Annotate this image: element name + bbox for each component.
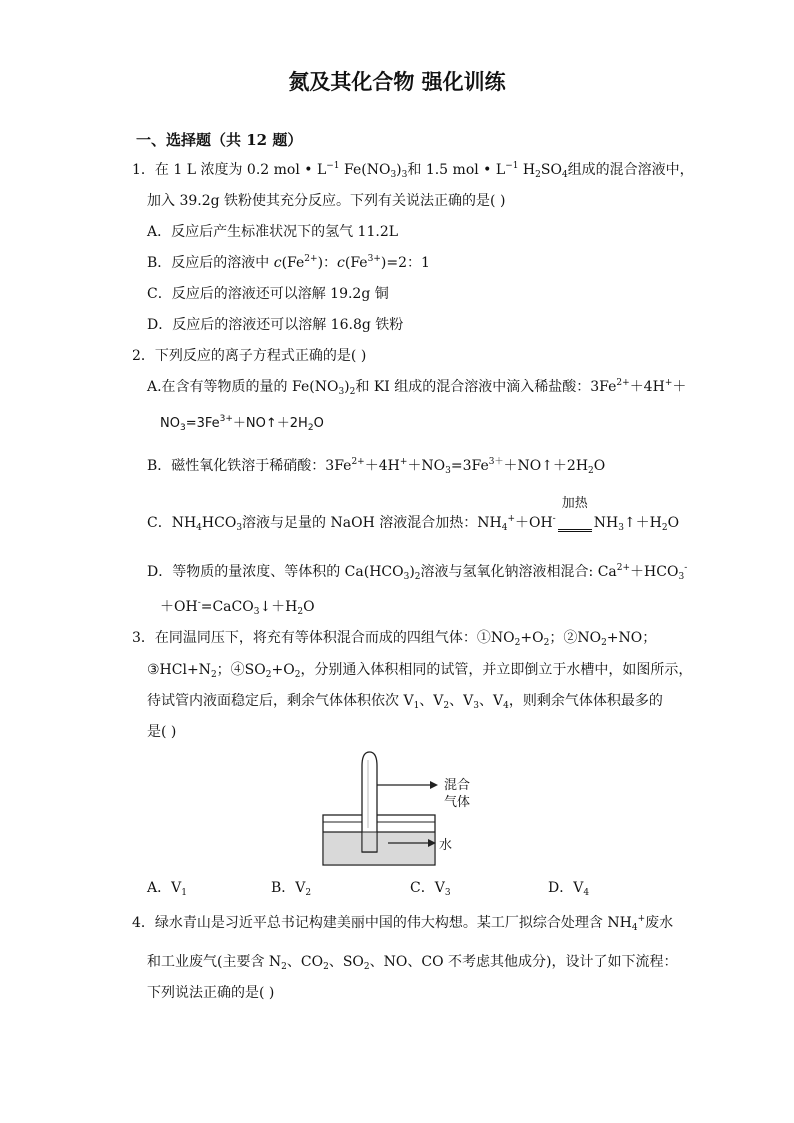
water-trough [323,815,435,865]
q1-stem-line2: 加入 39.2g 铁粉使其充分反应。下列有关说法正确的是( ) [147,193,506,209]
section-heading: 一、选择题（共 12 题） [136,131,303,149]
q2-stem: 2．下列反应的离子方程式正确的是( ) [132,348,367,364]
q3-option-b[interactable]: B．$V_2$ [271,880,312,898]
q3-stem-line4: 是( ) [147,724,177,740]
q4-stem-line2: 和工业废气(主要含 $N_2$、$CO_2$、$SO_2$、NO、CO 不考虑其他成分)，设计了如下流程： [147,954,678,972]
q2-option-d-line2: $+OH^-=CaCO_3↓+H_2O$ [160,598,315,617]
q3-option-d[interactable]: D．$V_4$ [548,880,590,898]
q2-option-c[interactable]: C．$NH_4HCO_3$溶液与足量的 NaOH 溶液混合加热：$NH_4^++OH^-$ 加热 $NH_3↑+H_2O$ [147,496,680,533]
gas-arrow-icon [377,781,438,789]
q4-stem-line1: 4．绿水青山是习近平总书记构建美丽中国的伟大构想。某工厂拟综合处理含 $NH_4^+$废水 [132,914,674,933]
figure-label-gas: 气体 [444,795,471,810]
q2-option-d-line1[interactable]: D．等物质的量浓度、等体积的 $Ca(HCO_3)_2$溶液与氢氧化钠溶液相混合: $Ca^{2+}+HCO_3^-$ [147,563,688,582]
q1-option-a[interactable]: A．反应后产生标准状况下的氢气 11.2L [147,224,399,240]
q3-stem-line1: 3．在同温同压下，将充有等体积混合而成的四组气体：$①NO_2+O_2$；$②NO_2+NO$； [132,630,657,648]
q1-option-b[interactable]: B．反应后的溶液中 $c(Fe^{2+})$：$c(Fe^{3+})=2$：1 [147,254,430,271]
figure-label-mixed: 混合 [444,778,471,793]
q2-option-b[interactable]: B．磁性氧化铁溶于稀硝酸：$3Fe^{2+}+4H^++NO_3=3Fe^{3+}+NO↑+2H_2O$ [147,457,606,476]
test-tube [362,752,377,852]
q1-stem-line1: 1．在 1 L 浓度为 0.2 mol • $L^{-1}$ $Fe(NO_3)_3$和 1.5 mol • $L^{-1}$ $H_2SO_4$组成的混合溶液中， [132,161,694,180]
q2-option-a-line1[interactable]: A.在含有等物质的量的 $Fe(NO_3)_2$和 KI 组成的混合溶液中滴入稀盐酸：$3Fe^{2+}+4H^++$ [147,378,687,397]
figure-label-water: 水 [439,838,453,853]
q3-stem-line2: $③HCl+N_2$；$④SO_2+O_2$，分别通入体积相同的试管，并立即倒立于水槽中，如图所示， [147,662,693,680]
q4-stem-line3: 下列说法正确的是( ) [147,985,275,1001]
q3-stem-line3: 待试管内液面稳定后，剩余气体体积依次 $V_1$、$V_2$、$V_3$、$V_4$，则剩余气体体积最多的 [147,693,663,711]
q1-option-d[interactable]: D．反应后的溶液还可以溶解 16.8g 铁粉 [147,317,404,333]
q3-option-c[interactable]: C．$V_3$ [410,880,451,898]
q1-option-c[interactable]: C．反应后的溶液还可以溶解 19.2g 铜 [147,286,389,302]
page-title: 氮及其化合物 强化训练 [288,69,506,94]
q2-option-a-line2: $NO_3=3Fe^{3+}+NO↑+2H_2O$ [160,414,324,433]
q3-option-a[interactable]: A．$V_1$ [147,880,187,898]
